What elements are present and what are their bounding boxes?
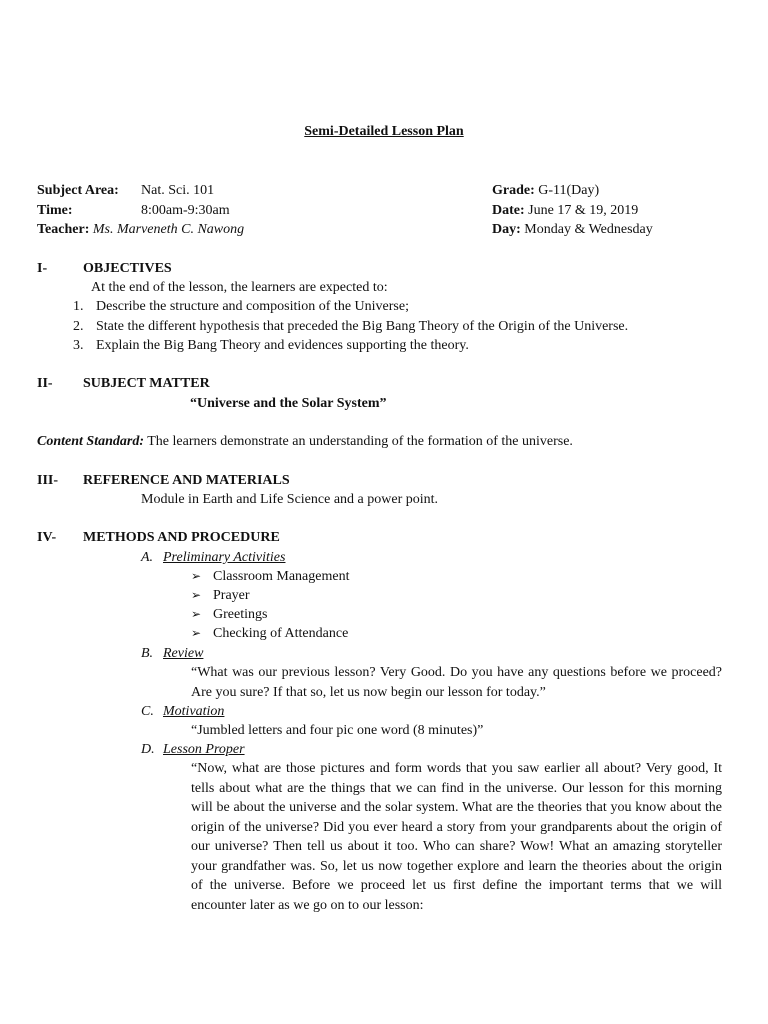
day-label: Day: [492,222,521,237]
objective-item: State the different hypothesis that preceded the Big Bang Theory of the Origin of the Universe. [96,319,629,334]
date-line [492,201,638,221]
content-standard [37,432,573,452]
content-standard-text: The learners demonstrate an understanding of the formation of the universe. [147,434,573,449]
methods-number: IV- [37,530,57,545]
subject-matter-topic: “Universe and the Solar System” [190,396,387,411]
objectives-intro: At the end of the lesson, the learners are expected to: [91,280,388,295]
day-line [492,220,653,240]
references-text: Module in Earth and Life Science and a power point. [141,492,439,507]
objective-item: Explain the Big Bang Theory and evidences supporting the theory. [96,338,469,353]
time-label: Time: [37,203,73,218]
objective-item: Describe the structure and composition of the Universe; [96,299,409,314]
subject-area-value: Nat. Sci. 101 [141,183,215,198]
list-item: Classroom Management [213,569,350,584]
section-a-title: Preliminary Activities [163,550,286,565]
objective-number: 3. [73,338,84,353]
date-value: June 17 & 19, 2019 [528,203,639,218]
grade-value: G-11(Day) [538,183,600,198]
list-item: Prayer [213,588,250,603]
methods-heading: METHODS AND PROCEDURE [83,530,280,545]
section-c-title: Motivation [163,704,225,719]
review-text: “What was our previous lesson? Very Good. Do you have any questions before we proceed? Are you sure? If that so, let us now begin our lesson for today.” [191,665,722,700]
arrow-bullet-icon: ➢ [191,626,202,640]
time-value: 8:00am-9:30am [141,203,230,218]
grade-line [492,181,599,201]
arrow-bullet-icon: ➢ [191,569,202,583]
objectives-number: I- [37,261,48,276]
section-d-letter: D. [141,742,155,757]
teacher-value: Ms. Marveneth C. Nawong [92,222,245,237]
grade-label: Grade: [492,183,535,198]
section-a-letter: A. [141,550,154,565]
lesson-proper-text: “Now, what are those pictures and form words that you saw earlier all about? Very good, It tells about what are the things that we can find in the universe. Our lesson for this morning will be about the universe and the solar system. What are the theories that you know about the origin of the universe? Did you ever heard a story from your grandparents about the origin of our universe? Then tell us about it too. Who can share? Wow! What an amazing storyteller your grandfather was. So, let us now together explore and learn the theories about the origin of the universe. Before we proceed let us first define the important terms that we will encounter later as we go on to our lesson: [191,761,722,913]
list-item: Greetings [213,607,268,622]
subject-area-label: Subject Area: [37,183,119,198]
day-value: Monday & Wednesday [524,222,653,237]
objective-number: 1. [73,299,84,314]
subject-matter-number: II- [37,376,53,391]
content-standard-label: Content Standard: [37,434,144,449]
date-label: Date: [492,203,525,218]
references-heading: REFERENCE AND MATERIALS [83,473,290,488]
list-item: Checking of Attendance [213,626,349,641]
arrow-bullet-icon: ➢ [191,588,202,602]
subject-matter-heading: SUBJECT MATTER [83,376,210,391]
references-number: III- [37,473,59,488]
objectives-heading: OBJECTIVES [83,261,172,276]
page-title: Semi-Detailed Lesson Plan [304,124,464,139]
teacher-label: Teacher: [37,222,90,237]
objective-number: 2. [73,319,84,334]
section-b-letter: B. [141,646,154,661]
motivation-text: “Jumbled letters and four pic one word (8 minutes)” [191,723,484,738]
section-d-title: Lesson Proper [163,742,245,757]
section-b-title: Review [163,646,204,661]
section-c-letter: C. [141,704,154,719]
teacher-line [37,220,244,240]
arrow-bullet-icon: ➢ [191,607,202,621]
